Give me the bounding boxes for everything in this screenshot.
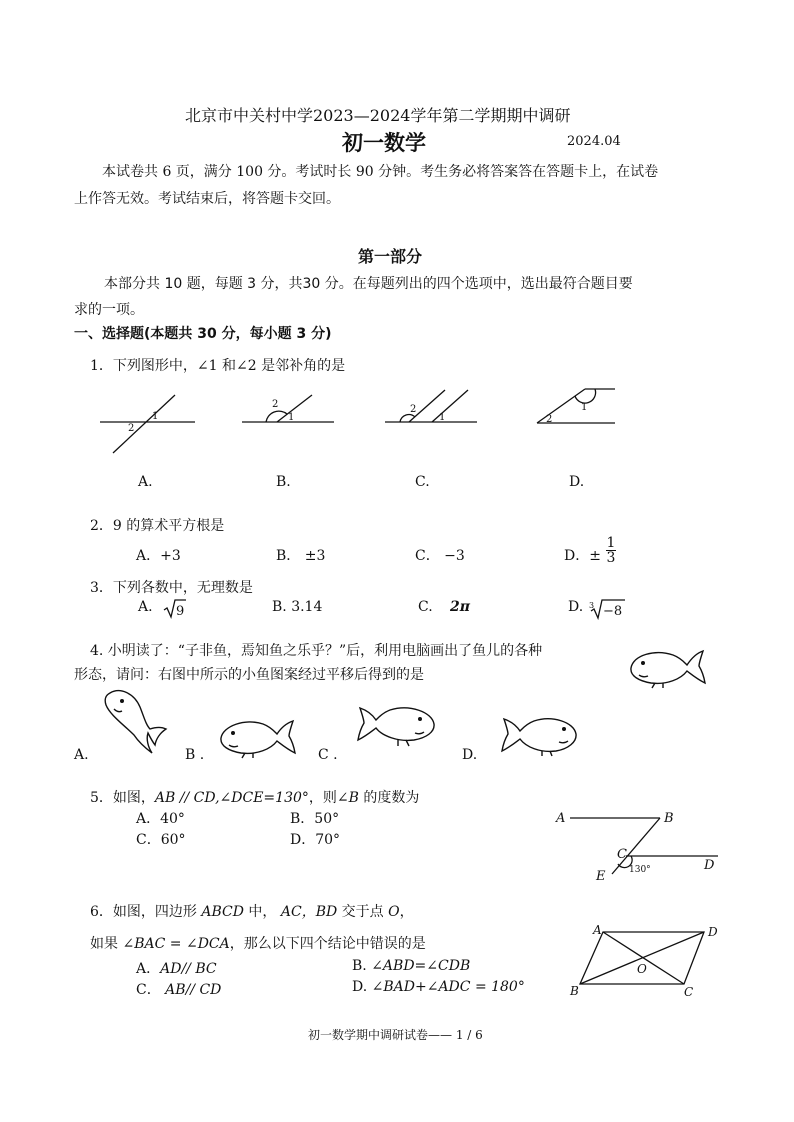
instructions-line-2: 上作答无效。考试结束后，将答题卡交回。 xyxy=(74,191,340,207)
q6-line2-eq: = ∠ xyxy=(165,936,198,952)
q1-option-d: D. xyxy=(569,474,585,490)
question-4-line-1: 4. 小明读了：“子非鱼，焉知鱼之乐乎？”后，利用电脑画出了鱼儿的各种 xyxy=(90,643,543,659)
q5-stem-pre: 5．如图， xyxy=(90,790,155,806)
question-1-stem: 1．下列图形中，∠1 和∠2 是邻补角的是 xyxy=(90,358,346,374)
page-footer: 初一数学期中调研试卷—— 1 / 6 xyxy=(308,1028,483,1042)
part-desc-line-2: 求的一项。 xyxy=(74,302,144,318)
q5-figure xyxy=(556,808,726,888)
q1-figure-b xyxy=(242,395,342,435)
q6-option-a-prefix: A． xyxy=(136,961,161,977)
q1-figure-d xyxy=(537,387,627,427)
q6-line2-math: BAC xyxy=(134,936,166,952)
q6-line1-o: O xyxy=(388,904,400,920)
q6-option-b-prefix: B. ∠ xyxy=(352,958,383,974)
exam-title: 北京市中关村中学2023—2024学年第二学期期中调研 xyxy=(185,106,571,125)
q6-option-c xyxy=(136,979,221,999)
q1c-label-1: 1 xyxy=(439,412,446,423)
q5-stem-math: AB // CD,∠DCE=130° xyxy=(154,790,309,806)
q4-option-d: D. xyxy=(462,747,478,763)
q5-stem-b: B xyxy=(348,790,359,806)
q2-option-d: D．± xyxy=(564,548,601,564)
q5-label-d: D xyxy=(704,858,715,873)
question-6-line-1 xyxy=(90,901,414,921)
q6-line2-math2: DCA xyxy=(197,936,230,952)
q6-line1-mid: 中， xyxy=(243,904,281,920)
q5-label-b: B xyxy=(664,811,674,826)
question-3-stem: 3．下列各数中，无理数是 xyxy=(90,580,253,596)
part-desc-line-1: 本部分共 10 题，每题 3 分，共30 分。在每题列出的四个选项中，选出最符合题目要 xyxy=(104,276,633,292)
q5-stem-end: 的度数为 xyxy=(358,790,420,806)
q6-option-a xyxy=(136,958,217,978)
q1-option-b: B. xyxy=(276,474,291,490)
q4-fish-b xyxy=(215,712,297,760)
q6-line1-pre: 6．如图，四边形 xyxy=(90,904,202,920)
q4-option-a: A. xyxy=(74,747,89,763)
q1a-label-2: 2 xyxy=(128,423,135,434)
q1b-label-1: 1 xyxy=(288,412,295,423)
q4-reference-fish xyxy=(625,641,707,691)
q6-label-c: C xyxy=(684,985,694,999)
q1a-label-1: 1 xyxy=(152,411,159,422)
q4-option-b: B . xyxy=(185,747,205,763)
q6-option-d xyxy=(352,979,525,995)
q5-label-c: C xyxy=(617,847,627,862)
q5-angle-label: 130° xyxy=(629,865,651,875)
q2-fraction xyxy=(606,536,616,565)
q5-option-c: C．60° xyxy=(136,832,186,848)
q2-fraction-denominator: 3 xyxy=(606,550,616,566)
q1c-label-2: 2 xyxy=(410,404,417,415)
q6-line1-math2: AC，BD xyxy=(280,904,338,920)
q5-stem-post: ，则∠ xyxy=(308,790,349,806)
q6-figure xyxy=(566,922,726,1000)
q1-option-a: A. xyxy=(138,474,153,490)
q6-line1-math: ABCD xyxy=(201,904,244,920)
q3-option-d-index: 3 xyxy=(589,601,595,610)
instructions-line-1: 本试卷共 6 页，满分 100 分。考试时长 90 分钟。考生务必将答案答在答题卡上，在试卷 xyxy=(102,164,659,180)
part-title: 第一部分 xyxy=(358,247,423,266)
q4-fish-c xyxy=(354,700,440,748)
q1d-label-2: 2 xyxy=(546,414,553,425)
q3-option-b: B. 3.14 xyxy=(272,599,323,615)
subject-title: 初一数学 xyxy=(342,130,426,155)
question-6-line-2 xyxy=(90,933,426,953)
q6-option-d-prefix: D. ∠ xyxy=(352,979,384,995)
q1d-label-1: 1 xyxy=(581,402,588,413)
question-2-stem: 2．9 的算术平方根是 xyxy=(90,518,225,534)
q2-option-c: C． −3 xyxy=(415,548,465,564)
q2-fraction-numerator: 1 xyxy=(606,535,616,551)
q6-option-d-text: BAD+∠ADC = 180° xyxy=(383,979,525,995)
q3-option-d-cuberoot xyxy=(589,598,629,620)
q6-option-c-text: AB// CD xyxy=(165,982,222,998)
q3-option-c-value: 2π xyxy=(450,599,470,615)
q6-line2-post: ，那么以下四个结论中错误的是 xyxy=(229,936,426,952)
q4-option-c: C . xyxy=(318,747,338,763)
q3-option-a-radicand: 9 xyxy=(176,604,185,619)
q4-fish-d xyxy=(496,710,582,758)
q6-label-d: D xyxy=(708,925,718,939)
q2-option-b: B． ±3 xyxy=(276,548,326,564)
q6-option-b xyxy=(352,958,470,974)
q6-line1-end: ， xyxy=(399,904,414,920)
q6-line2-pre: 如果 ∠ xyxy=(90,936,135,952)
q5-option-d: D．70° xyxy=(290,832,341,848)
q6-option-a-text: AD// BC xyxy=(160,961,217,977)
q3-option-a: A. xyxy=(138,599,153,615)
q6-option-c-prefix: C． xyxy=(136,982,166,998)
q1b-label-2: 2 xyxy=(272,399,279,410)
question-4-line-2: 形态，请问：右图中所示的小鱼图案经过平移后得到的是 xyxy=(74,667,424,683)
q3-option-d-radicand: −8 xyxy=(603,604,623,619)
section-heading: 一、选择题(本题共 30 分，每小题 3 分) xyxy=(74,326,332,342)
q2-option-a: A．+3 xyxy=(136,548,181,564)
q5-option-b: B．50° xyxy=(290,811,340,827)
exam-date: 2024.04 xyxy=(567,134,621,149)
q1-figure-a xyxy=(100,395,200,455)
q6-label-a: A xyxy=(593,923,602,937)
q5-label-a: A xyxy=(556,811,566,826)
q1-figure-c xyxy=(385,390,485,430)
question-5-stem xyxy=(90,787,419,807)
q4-fish-a xyxy=(100,685,170,755)
q6-line1-post: 交于点 xyxy=(337,904,389,920)
q3-option-d-label: D. xyxy=(568,599,584,615)
q5-option-a: A．40° xyxy=(136,811,185,827)
q3-option-c-label: C. xyxy=(418,599,433,615)
q3-option-a-sqrt xyxy=(164,598,186,620)
q6-option-b-text: ABD=∠CDB xyxy=(382,958,471,974)
q5-label-e: E xyxy=(596,869,606,884)
q1-option-c: C. xyxy=(415,474,430,490)
q6-label-o: O xyxy=(637,962,647,976)
q6-label-b: B xyxy=(570,984,579,998)
